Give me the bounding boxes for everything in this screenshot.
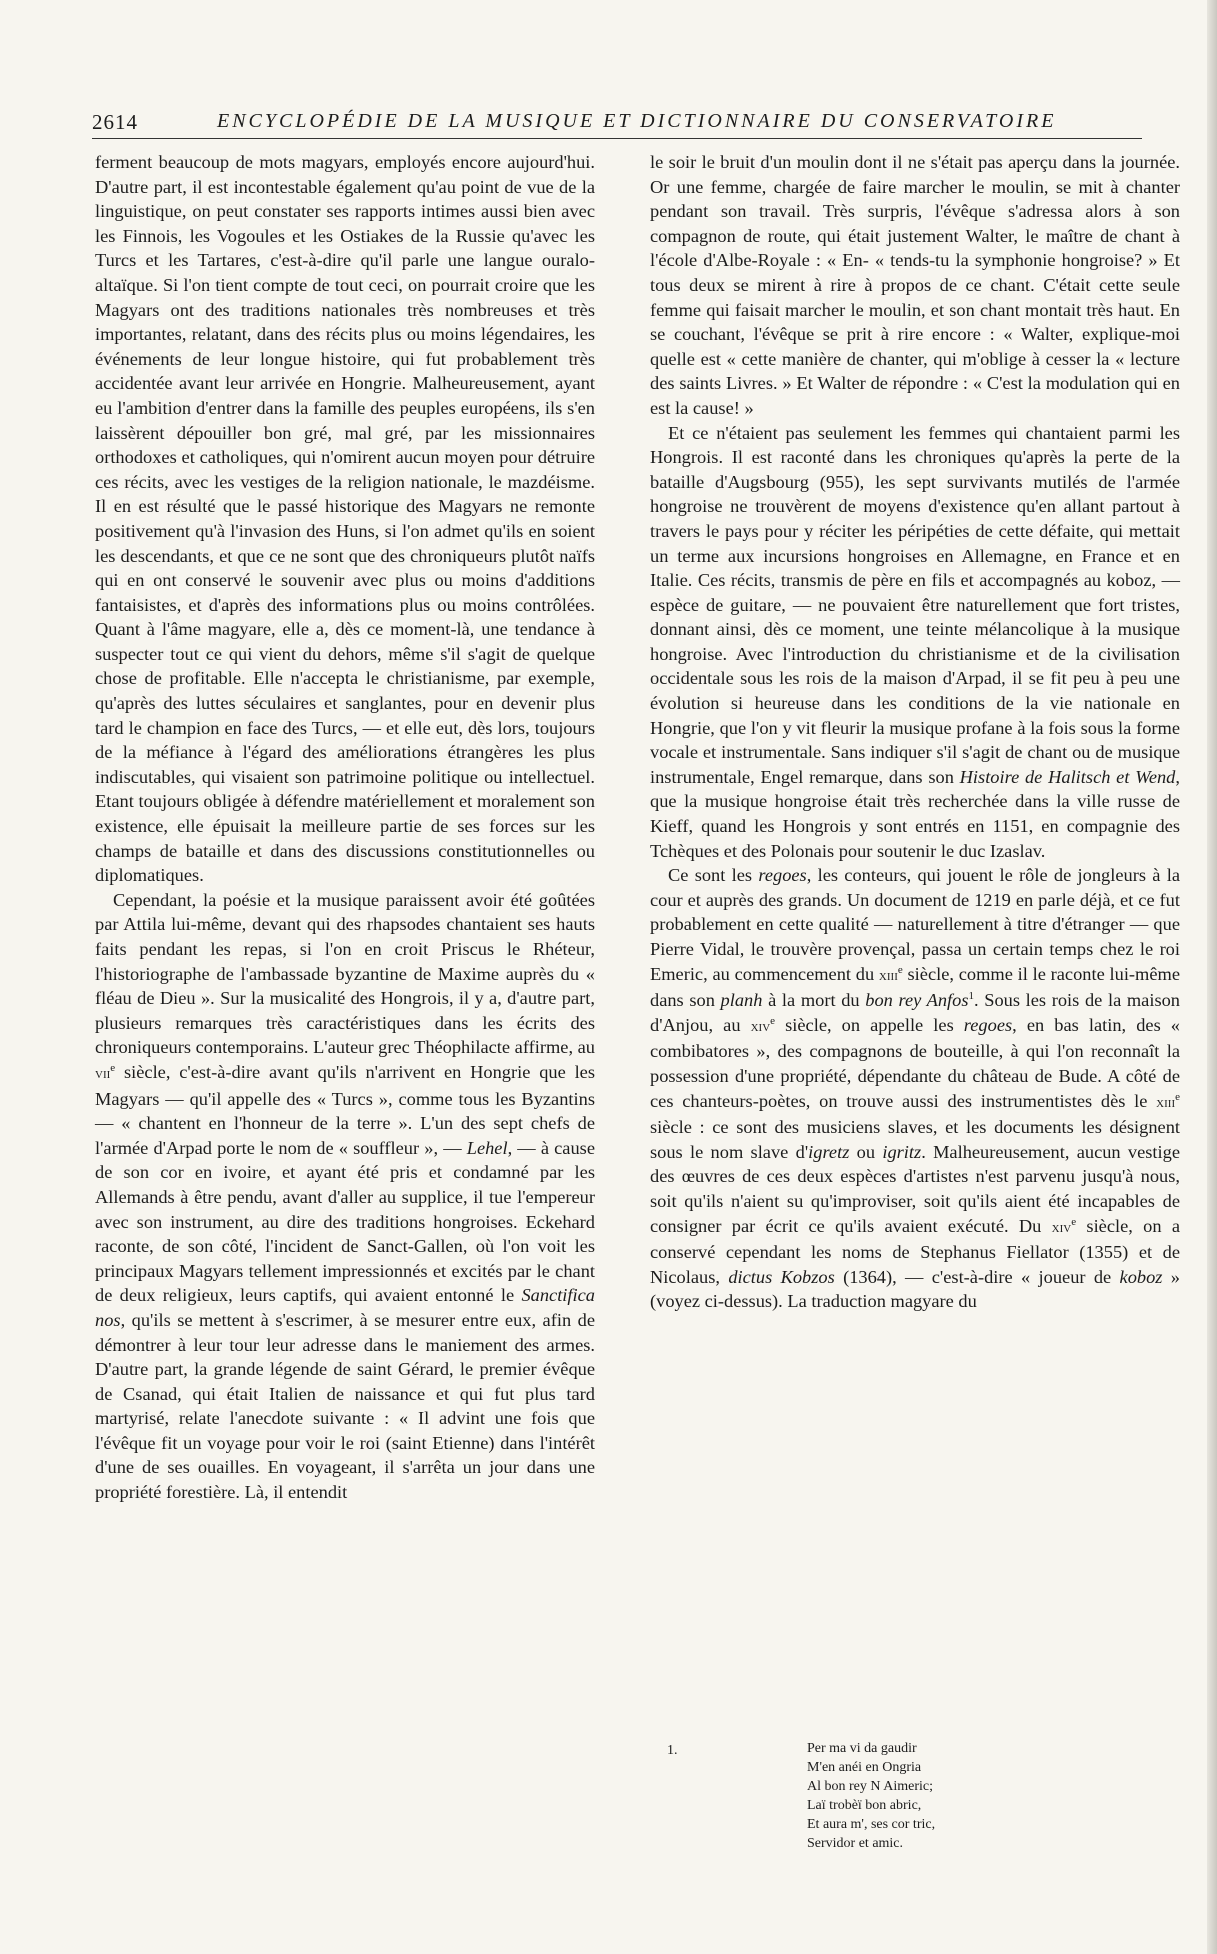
verse-line: Laï trobèï bon abric, (807, 1798, 922, 1813)
running-title: ENCYCLOPÉDIE DE LA MUSIQUE ET DICTIONNAIRE DU CONSERVATOIRE (217, 110, 1057, 132)
footnote-number: 1. (667, 1743, 678, 1758)
page-edge-shadow (1207, 0, 1217, 1954)
verse-line: Servidor et amic. (807, 1836, 904, 1851)
right-paragraph-1: le soir le bruit d'un moulin dont il ne s'était pas aperçu dans la journée. Or une femme, chargée de faire marcher le moulin, se mit à chanter pendant son travail. Très surpris, l'évêque s'adressa alors à son compagnon de route, qui était justement Walter, le maître de chant à l'école d'Albe-Royale : « En- « tends-tu la symphonie hongroise? » Et tous deux se mirent à rire à propos de ce chant. C'était cette seule femme qui faisait marcher le moulin, et son chant montait très haut. En se couchant, l'évêque se prit à rire encore : « Walter, explique-moi quelle est « cette manière de chanter, qui m'oblige à cesser la « lecture des saints Livres. » Et Walter de répondre : « C'est la modulation qui en est la cause! » (650, 152, 1180, 418)
engel-book-title: Histoire de Halitsch et Wend (959, 766, 1176, 787)
verse-line: Et aura m', ses cor tric, (807, 1817, 936, 1832)
right-paragraph-3: Ce sont les regoes, les conteurs, qui jouent le rôle de jongleurs à la cour et auprès des grands. Un document de 1219 en parle déjà, et ce fut probablement en cette qualité — naturellement à titre d'étranger — que Pierre Vidal, le trouvère provençal, passa un certain temps chez le roi Emeric, au commencement du xiii$^e$ siècle, comme il le raconte lui-même dans son planh à la mort du bon rey Anfos$^1$. Sous les rois de la maison d'Anjou, au xiv$^e$ siècle, on appelle les regoes, en bas latin, des « combibatores », des compagnons de bouteille, à qui l'on reconnaît la possession d'une propriété, dépendante du château de Bude. A côté de ces chanteurs-poètes, on trouve aussi des instrumentistes dès le xiii$^e$ siècle : ce sont des musiciens slaves, et les documents les désignent sous le nom slave d'igretz ou igritz. Malheureusement, aucun vestige des œuvres de ces deux espèces d'artistes n'est parvenu jusqu'à nous, soit qu'ils n'aient su qu'improviser, soit qu'ils aient été incapables de consigner par écrit ce qu'ils avaient exécuté. Du xiv$^e$ siècle, on a conservé cependant les noms de Stephanus Fiellator (1355) et de Nicolaus, dictus Kobzos (1364), — c'est-à-dire « joueur de koboz » (voyez ci-dessus). La traduction magyare du (650, 865, 1181, 1312)
footnote-verse (807, 1739, 935, 1853)
lehel-name: Lehel (466, 1137, 508, 1158)
right-column (650, 150, 1180, 1314)
right-paragraph-2: Et ce n'étaient pas seulement les femmes qui chantaient parmi les Hongrois. Il est raconté dans les chroniques qu'après la perte de la bataille d'Augsbourg (955), les sept survivants mutilés de l'armée hongroise ne trouvèrent de moyens d'existence qu'en allant partout à travers le pays pour y réciter les péripéties de cette défaite, qui mettait un terme aux incursions hongroises en Allemagne, en France et en Italie. Ces récits, transmis de père en fils et accompagnés au koboz, — espèce de guitare, — ne pouvaient être naturellement que fort tristes, donnant ainsi, dès ce moment, une teinte mélancolique à la musique hongroise. Avec l'introduction du christianisme et de la civilisation occidentale sous les rois de la maison d'Arpad, il se fit peu à peu une évolution si heureuse dans les conditions de la vie nationale en Hongrie, que l'on y vit fleurir la musique profane à la fois sous la forme vocale et instrumentale. Sans indiquer s'il s'agit de chant ou de musique instrumentale, Engel remarque, dans son Histoire de Halitsch et Wend, que la musique hongroise était très recherchée dans la ville russe de Kieff, quand les Hongrois y sont entrés en 1151, en compagnie des Tchèques et des Polonais pour soutenir le duc Izaslav. (650, 422, 1180, 861)
left-paragraph-2: Cependant, la poésie et la musique paraissent avoir été goûtées par Attila lui-même, devant qui des rhapsodes chantaient ses hauts faits pendant les repas, si l'on en croit Priscus le Rhéteur, l'historiographe de l'ambassade byzantine de Maxime auprès du « fléau de Dieu ». Sur la musicalité des Hongrois, il y a, d'autre part, plusieurs remarques très caractéristiques dans les écrits des chroniqueurs contemporains. L'auteur grec Théophilacte affirme, au vii$^e$ siècle, c'est-à-dire avant qu'ils n'arrivent en Hongrie que les Magyars — qu'il appelle des « Turcs », comme tous les Byzantins — « chantent en l'honneur de la terre ». L'un des sept chefs de l'armée d'Arpad porte le nom de « souffleur », — Lehel, — à cause de son cor en ivoire, et ayant été pris et condamné par les Allemands à être pendu, avant d'aller au supplice, il tue l'empereur avec son instrument, au dire des traditions hongroises. Eckehard raconte, de son côté, l'incident de Sanct-Gallen, où l'on voit les principaux Magyars tellement impressionnés et excités par le chant de deux religieux, leurs captifs, qui avaient entonné le Sanctifica nos, qu'ils se mettent à s'escrimer, à se mesurer entre eux, afin de démontrer à leur tour leur adresse dans le maniement des armes. D'autre part, la grande légende de saint Gérard, le premier évêque de Csanad, qui était Italien de naissance et qui fut plus tard martyrisé, relate l'anecdote suivante : « Il advint une fois que l'évêque fit un voyage pour voir le roi (saint Etienne) dans l'intérêt d'une de ses ouailles. En voyageant, il s'arrêta un jour dans une propriété forestière. Là, il entendit (95, 889, 596, 1503)
verse-line: M'en anéi en Ongria (807, 1760, 922, 1775)
footnote-ref[interactable]: 1 (968, 990, 974, 1003)
page-header (92, 108, 1142, 139)
left-column (95, 150, 595, 1505)
page-number: 2614 (92, 110, 138, 134)
verse-line: Al bon rey N Aimeric; (807, 1779, 933, 1794)
left-paragraph-1: ferment beaucoup de mots magyars, employés encore aujourd'hui. D'autre part, il est incontestable également qu'au point de vue de la linguistique, on peut constater ses rapports intimes aussi bien avec les Finnois, les Vogoules et les Ostiakes de la Russie qu'avec les Turcs et les Tartares, c'est-à-dire qu'il parle une langue ouralo-altaïque. Si l'on tient compte de tout ceci, on pourrait croire que les Magyars ont des traditions nationales très nombreuses et très importantes, relatant, dans des récits plus ou moins légendaires, les événements de leur longue histoire, qui fut probablement très accidentée avant leur arrivée en Hongrie. Malheureusement, ayant eu l'ambition d'entrer dans la famille des peuples européens, ils s'en laissèrent dépouiller bon gré, mal gré, par les missionnaires orthodoxes et catholiques, qui n'omirent aucun moyen pour détruire ces récits, avec les vestiges de la religion nationale, le mazdéisme. Il en est résulté que le passé historique des Magyars ne remonte positivement qu'à l'invasion des Huns, si l'on admet qu'ils en soient les descendants, et que ce ne sont que des chroniqueurs plutôt naïfs qui en ont conservé le souvenir avec plus ou moins d'additions fantaisistes, et d'après des informations plus ou moins contrôlées. Quant à l'âme magyare, elle a, dès ce moment-là, une tendance à suspecter tout ce qui vient du dehors, même s'il s'agit de quelque chose de profitable. Elle n'accepta le christianisme, par exemple, qu'après des luttes séculaires et sanglantes, pour en devenir plus tard le champion en face des Turcs, — et elle eut, dès lors, toujours de la méfiance à l'égard des améliorations étrangères les plus indiscutables, qui visaient son patrimoine politique ou intellectuel. Etant toujours obligée à défendre matériellement et moralement son existence, elle épuisait la meilleure partie de ses forces sur les champs de bataille et dans des discussions constitutionnelles ou diplomatiques. (95, 152, 595, 886)
sanctifica-title: Sanctifica nos (95, 1285, 595, 1330)
verse-line: Per ma vi da gaudir (807, 1741, 917, 1756)
